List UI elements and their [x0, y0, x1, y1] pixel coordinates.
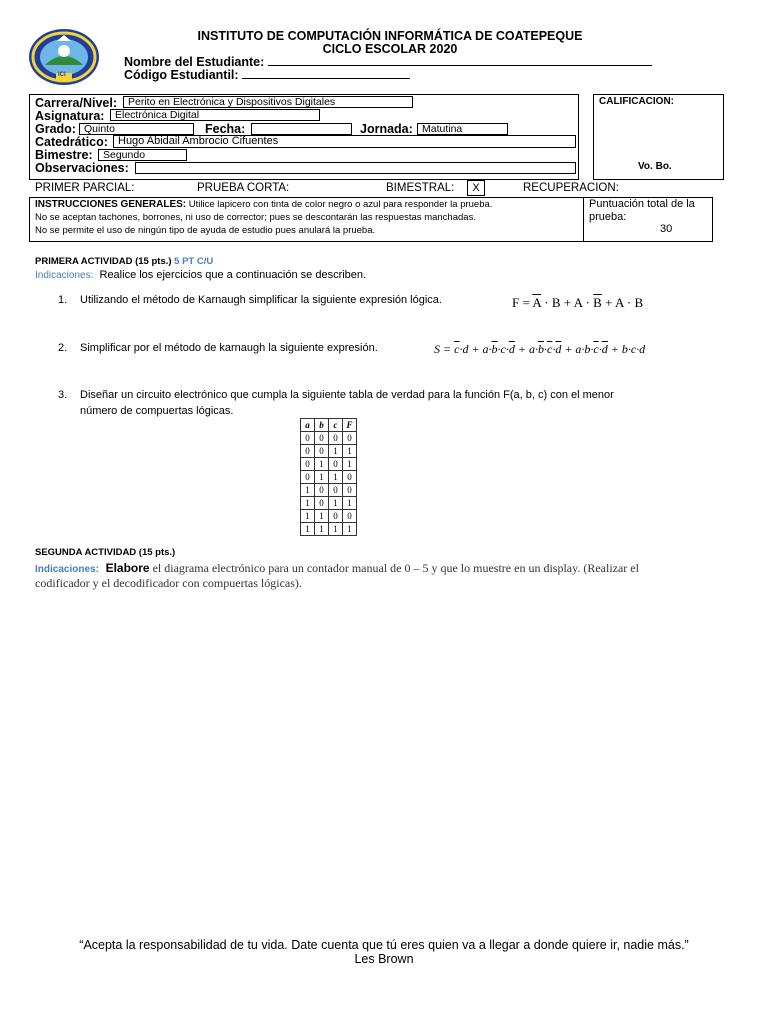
score-value: 30	[660, 223, 673, 235]
truth-table-cell: 1	[301, 497, 315, 510]
truth-table	[300, 418, 357, 536]
institution-logo	[27, 27, 101, 87]
truth-table-cell: 0	[329, 432, 343, 445]
instructions-line3: No se permite el uso de ningún tipo de ayuda de estudio pues anulará la prueba.	[35, 225, 376, 236]
truth-table-cell: 0	[315, 484, 329, 497]
truth-table-row	[301, 497, 357, 510]
activity2-title: SEGUNDA ACTIVIDAD (15 pts.)	[35, 547, 176, 558]
truth-table-cell: 0	[301, 445, 315, 458]
vobo-label: Vo. Bo.	[638, 161, 672, 172]
truth-table-cell: 1	[315, 523, 329, 536]
truth-table-cell: 1	[329, 471, 343, 484]
activity2-ind-text2: codificador y el decodificador con compuertas lógicas).	[35, 576, 302, 590]
instructions-divider	[583, 197, 584, 242]
truth-table-row	[301, 432, 357, 445]
truth-table-row	[301, 510, 357, 523]
instructions-title: INSTRUCCIONES GENERALES:	[35, 199, 187, 210]
truth-table-header: a	[301, 419, 315, 432]
teacher-field[interactable]: Hugo Abidail Ambrocio Cifuentes	[113, 135, 576, 148]
activity1-points-note: 5 PT C/U	[174, 256, 214, 267]
exam-type-quiz: PRUEBA CORTA:	[197, 182, 290, 194]
truth-table-cell: 0	[315, 432, 329, 445]
q2-text: Simplificar por el método de karnaugh la siguiente expresión.	[80, 342, 378, 354]
career-label: Carrera/Nivel:	[35, 96, 117, 110]
exam-type-recovery: RECUPERACION:	[523, 182, 619, 194]
truth-table-cell: 1	[343, 523, 357, 536]
truth-table-cell: 1	[315, 471, 329, 484]
truth-table-cell: 0	[315, 497, 329, 510]
q3-number: 3.	[58, 389, 68, 401]
subject-label: Asignatura:	[35, 109, 105, 123]
grade-box-label: CALIFICACION:	[599, 96, 674, 107]
truth-table-cell: 1	[343, 458, 357, 471]
term-label: Bimestre:	[35, 148, 93, 162]
student-name-label: Nombre del Estudiante:	[124, 55, 265, 69]
truth-table-cell: 0	[329, 458, 343, 471]
activity2-ind-bold: Elabore	[105, 561, 150, 575]
activity2-ind-label: Indicaciones:	[35, 564, 99, 575]
truth-table-cell: 1	[315, 510, 329, 523]
truth-table-cell: 0	[301, 432, 315, 445]
student-name-field[interactable]	[268, 65, 652, 66]
q3-text-line2: número de compuertas lógicas.	[80, 405, 234, 417]
instructions-line2: No se aceptan tachones, borrones, ni uso de corrector; pues se descontarán las respuestas manchadas.	[35, 212, 476, 223]
truth-table-header: c	[329, 419, 343, 432]
exam-type-first: PRIMER PARCIAL:	[35, 182, 135, 194]
teacher-label: Catedrático:	[35, 135, 108, 149]
date-label: Fecha:	[205, 122, 246, 136]
student-code-field[interactable]	[242, 78, 410, 79]
truth-table-header: F	[343, 419, 357, 432]
truth-table-cell: 0	[329, 510, 343, 523]
activity1-ind-label: Indicaciones:	[35, 270, 94, 281]
term-field[interactable]: Segundo	[98, 149, 187, 161]
q1-expression: $F = \overline{A} \cdot B + A \cdot \overline{B} + A \cdot B$	[512, 295, 644, 310]
truth-table-cell: 0	[343, 432, 357, 445]
q2-expression: $S = \overline{c}\cdot d + a\cdot\overline{b}\cdot c\cdot\overline{d} + a\cdot\overline{b}\cdot\overline{c}\cdot\overline{d} + a\cdot b\cdot\overline{c}\cdot\overline{d} + b\cdot c\cdot d$	[434, 342, 646, 356]
date-field[interactable]	[251, 123, 352, 135]
truth-table-cell: 1	[301, 484, 315, 497]
activity2-ind-text: el diagrama electrónico para un contador manual de 0 – 5 y que lo muestre en un display. (Realizar el	[149, 561, 639, 575]
subject-field[interactable]: Electrónica Digital	[110, 109, 320, 121]
truth-table-cell: 1	[301, 523, 315, 536]
activity1-title: PRIMERA ACTIVIDAD (15 pts.)	[35, 256, 172, 267]
truth-table-cell: 1	[315, 458, 329, 471]
activity1-ind-text: Realice los ejercicios que a continuación se describen.	[99, 269, 367, 281]
truth-table-cell: 1	[343, 445, 357, 458]
truth-table-container	[300, 418, 357, 536]
institution-title: INSTITUTO DE COMPUTACIÓN INFORMÁTICA DE COATEPEQUE	[197, 29, 583, 43]
career-field[interactable]: Perito en Electrónica y Dispositivos Digitales	[123, 96, 413, 108]
truth-table-cell: 1	[329, 497, 343, 510]
score-label: Puntuación total de la prueba:	[589, 198, 695, 223]
truth-table-cell: 0	[301, 458, 315, 471]
truth-table-cell: 0	[301, 471, 315, 484]
truth-table-cell: 1	[329, 445, 343, 458]
q3-text-line1: Diseñar un circuito electrónico que cumpla la siguiente tabla de verdad para la función F(a, b, c) con el menor	[80, 389, 614, 401]
truth-table-cell: 0	[343, 471, 357, 484]
truth-table-cell: 1	[301, 510, 315, 523]
truth-table-row	[301, 458, 357, 471]
shift-label: Jornada:	[360, 122, 413, 136]
truth-table-cell: 1	[343, 497, 357, 510]
truth-table-row	[301, 484, 357, 497]
instructions-line1: Utilice lapicero con tinta de color negro o azul para responder la prueba.	[186, 199, 493, 210]
truth-table-row	[301, 523, 357, 536]
bimestral-checkbox[interactable]: X	[467, 180, 485, 196]
student-code-label: Código Estudiantil:	[124, 68, 239, 82]
truth-table-row	[301, 445, 357, 458]
notes-label: Observaciones:	[35, 161, 129, 175]
truth-table-cell: 0	[315, 445, 329, 458]
truth-table-row	[301, 471, 357, 484]
truth-table-cell: 1	[329, 523, 343, 536]
school-cycle: CICLO ESCOLAR 2020	[322, 42, 458, 56]
footer-author: Les Brown	[354, 952, 414, 966]
exam-type-bimestral: BIMESTRAL:	[386, 182, 455, 194]
grade-field[interactable]: Quinto	[79, 123, 194, 135]
footer-quote: “Acepta la responsabilidad de tu vida. Date cuenta que tú eres quien va a llegar a donde quiere ir, nadie más.”	[79, 938, 689, 952]
q1-text: Utilizando el método de Karnaugh simplificar la siguiente expresión lógica.	[80, 294, 442, 306]
q1-number: 1.	[58, 294, 68, 306]
shift-field[interactable]: Matutina	[417, 123, 508, 135]
truth-table-header: b	[315, 419, 329, 432]
q2-number: 2.	[58, 342, 68, 354]
truth-table-cell: 0	[329, 484, 343, 497]
grade-label: Grado:	[35, 122, 76, 136]
logo-text: ICI	[58, 72, 66, 78]
truth-table-cell: 0	[343, 484, 357, 497]
truth-table-cell: 0	[343, 510, 357, 523]
notes-field[interactable]	[135, 162, 576, 174]
